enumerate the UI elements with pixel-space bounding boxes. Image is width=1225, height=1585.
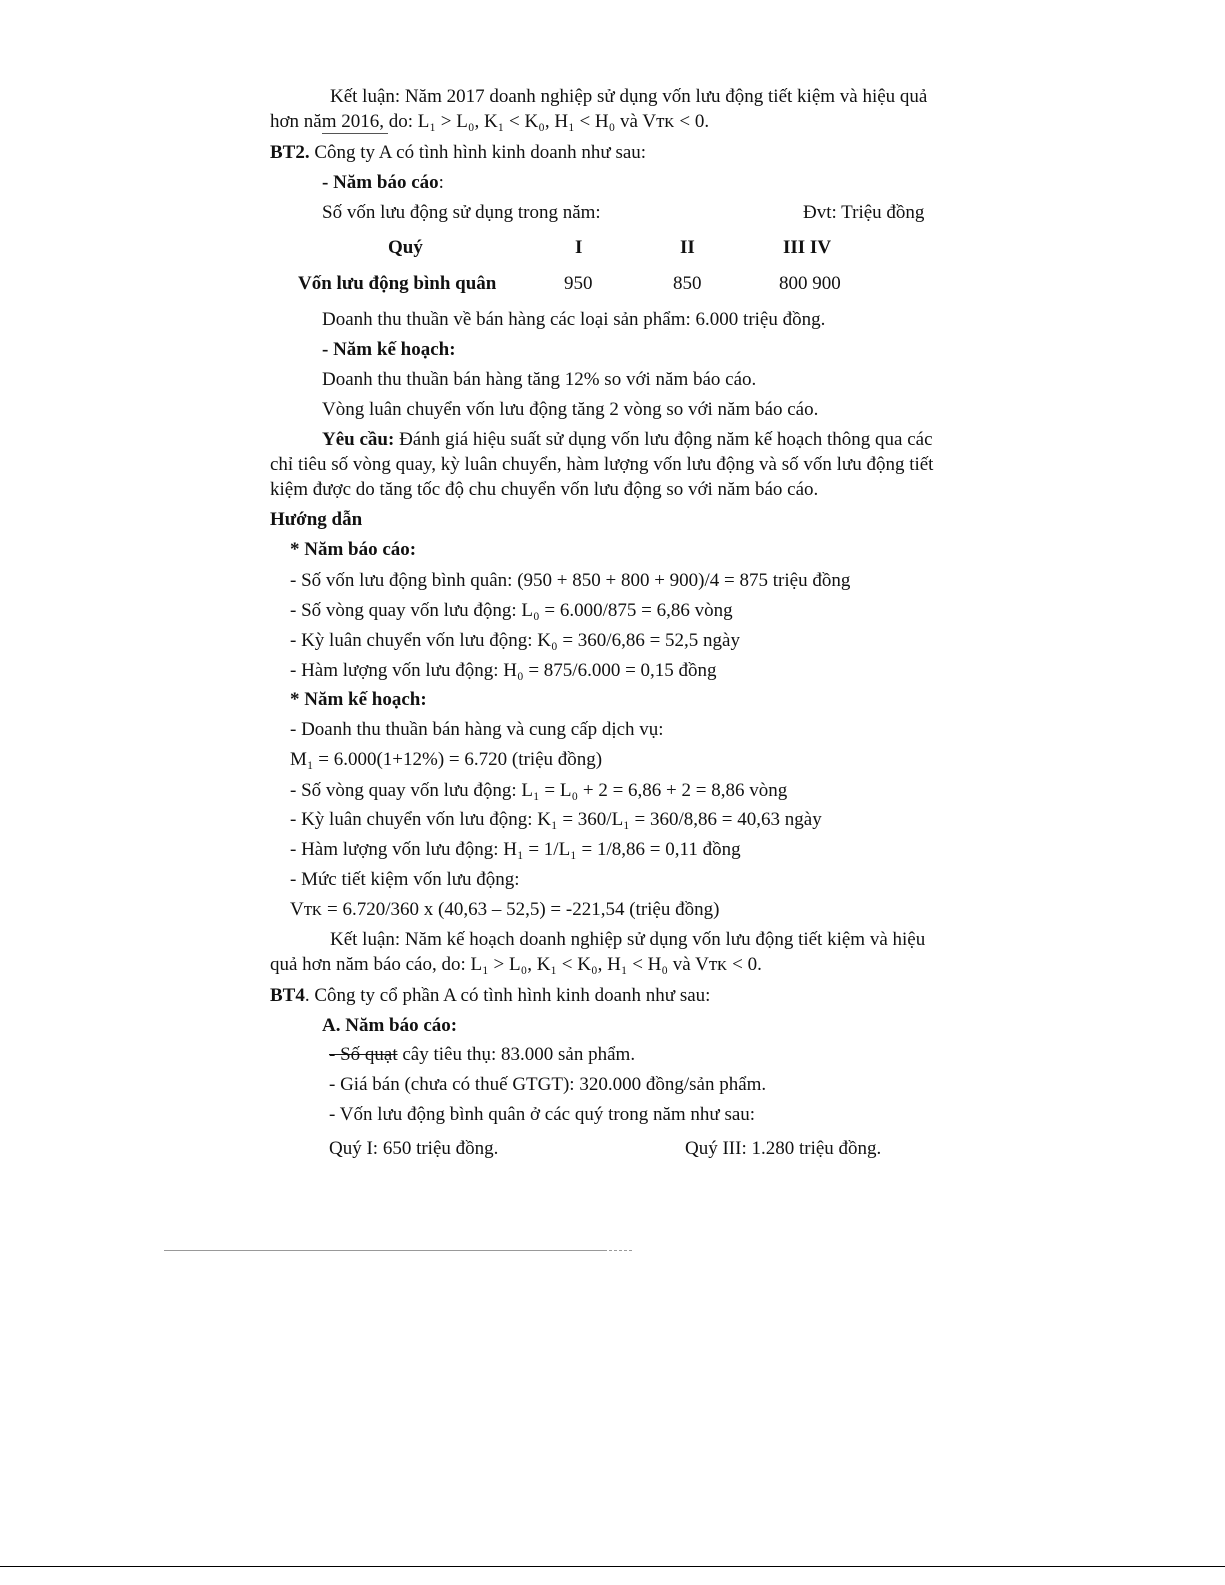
table-header-q1: I [575, 237, 583, 258]
bt4-line-2: - Giá bán (chưa có thuế GTGT): 320.000 đồng/sản phẩm. [329, 1074, 767, 1095]
guide-plan-line-2: M₁ = 6.000(1+12%) = 6.720 (triệu đồng) [290, 749, 603, 770]
bt2-capital-label: Số vốn lưu động sử dụng trong năm: [322, 202, 601, 223]
handwritten-underline [322, 133, 388, 134]
guide-report-line-4: - Hàm lượng vốn lưu động: H₀ = 875/6.000 = 0,15 đồng [290, 660, 717, 681]
bt2-plan-year: - Năm kế hoạch: [322, 339, 456, 360]
bt2-plan-line-1: Doanh thu thuần bán hàng tăng 12% so với năm báo cáo. [322, 369, 757, 390]
bt2-report-year-colon: : [438, 172, 444, 193]
bt2-requirement-line-1 [322, 430, 933, 449]
bt2-requirement-label: Yêu cầu: [322, 429, 395, 450]
bt2-report-year-label: - Năm báo cáo [322, 172, 439, 193]
guide-plan-line-3: - Số vòng quay vốn lưu động: L₁ = L₀ + 2 = 6,86 + 2 = 8,86 vòng [290, 780, 788, 801]
bottom-border-line [0, 1566, 1225, 1567]
bt4-line-1-rest: cây tiêu thụ: 83.000 sản phẩm. [397, 1044, 636, 1065]
intro-conclusion-line-2: hơn năm 2016, do: L₁ > L₀, K₁ < K₀, H₁ < H₀ và Vᴛᴋ < 0. [270, 111, 710, 132]
guide-report-line-2: - Số vòng quay vốn lưu động: L₀ = 6.000/875 = 6,86 vòng [290, 600, 733, 621]
page-separator-line [164, 1250, 604, 1251]
table-cell-q1: 950 [564, 273, 593, 294]
intro-conclusion-line-1: Kết luận: Năm 2017 doanh nghiệp sử dụng vốn lưu động tiết kiệm và hiệu quả [330, 86, 928, 107]
table-row-label: Vốn lưu động bình quân [298, 273, 497, 294]
bt2-heading [270, 143, 646, 162]
guide-report-line-3: - Kỳ luân chuyển vốn lưu động: K₀ = 360/6,86 = 52,5 ngày [290, 630, 740, 651]
guide-plan-line-5: - Hàm lượng vốn lưu động: H₁ = 1/L₁ = 1/8,86 = 0,11 đồng [290, 839, 741, 860]
bt4-line-3: - Vốn lưu động bình quân ở các quý trong năm như sau: [329, 1104, 756, 1125]
bt4-heading-text: . Công ty cổ phần A có tình hình kinh doanh như sau: [304, 985, 711, 1006]
table-header-q3-q4: III IV [783, 237, 832, 258]
bt2-heading-text: Công ty A có tình hình kinh doanh như sau: [309, 142, 647, 163]
guide-conclusion-line-1: Kết luận: Năm kế hoạch doanh nghiệp sử dụng vốn lưu động tiết kiệm và hiệu [330, 929, 926, 950]
bt2-requirement-text: Đánh giá hiệu suất sử dụng vốn lưu động năm kế hoạch thông qua các [394, 429, 933, 450]
guide-plan-title: * Năm kế hoạch: [290, 689, 427, 710]
guide-plan-line-7: Vᴛᴋ = 6.720/360 x (40,63 – 52,5) = -221,54 (triệu đồng) [290, 899, 720, 920]
table-cell-q3-q4: 800 900 [779, 273, 841, 294]
page-separator-dashed [604, 1250, 632, 1251]
guide-plan-line-4: - Kỳ luân chuyển vốn lưu động: K₁ = 360/L₁ = 360/8,86 = 40,63 ngày [290, 809, 822, 830]
table-header-q2: II [680, 237, 695, 258]
bt2-unit: Đvt: Triệu đồng [803, 202, 925, 223]
bt4-line-1 [329, 1045, 635, 1064]
table-header-quarter: Quý [388, 237, 423, 258]
guide-title: Hướng dẫn [270, 509, 363, 530]
bt4-quarter-3: Quý III: 1.280 triệu đồng. [685, 1138, 882, 1159]
bt4-report-title: A. Năm báo cáo: [322, 1015, 458, 1036]
bt4-heading [270, 986, 710, 1005]
bt4-struck-text: - Số quạt [329, 1044, 398, 1065]
guide-report-line-1: - Số vốn lưu động bình quân: (950 + 850 + 800 + 900)/4 = 875 triệu đồng [290, 570, 851, 591]
guide-plan-line-1: - Doanh thu thuần bán hàng và cung cấp dịch vụ: [290, 719, 664, 740]
table-cell-q2: 850 [673, 273, 702, 294]
bt2-plan-line-2: Vòng luân chuyển vốn lưu động tăng 2 vòng so với năm báo cáo. [322, 399, 819, 420]
bt2-requirement-line-3: kiệm được do tăng tốc độ chu chuyển vốn lưu động so với năm báo cáo. [270, 479, 819, 500]
guide-report-title: * Năm báo cáo: [290, 539, 417, 560]
bt2-report-year [322, 173, 444, 192]
guide-plan-line-6: - Mức tiết kiệm vốn lưu động: [290, 869, 520, 890]
guide-conclusion-line-2: quả hơn năm báo cáo, do: L₁ > L₀, K₁ < K₀, H₁ < H₀ và Vᴛᴋ < 0. [270, 954, 762, 975]
bt2-revenue: Doanh thu thuần về bán hàng các loại sản phẩm: 6.000 triệu đồng. [322, 309, 826, 330]
bt2-requirement-line-2: chỉ tiêu số vòng quay, kỳ luân chuyển, hàm lượng vốn lưu động và số vốn lưu động tiết [270, 454, 934, 475]
bt4-quarter-1: Quý I: 650 triệu đồng. [329, 1138, 499, 1159]
bt4-label: BT4 [270, 985, 305, 1006]
bt2-label: BT2. [270, 142, 310, 163]
